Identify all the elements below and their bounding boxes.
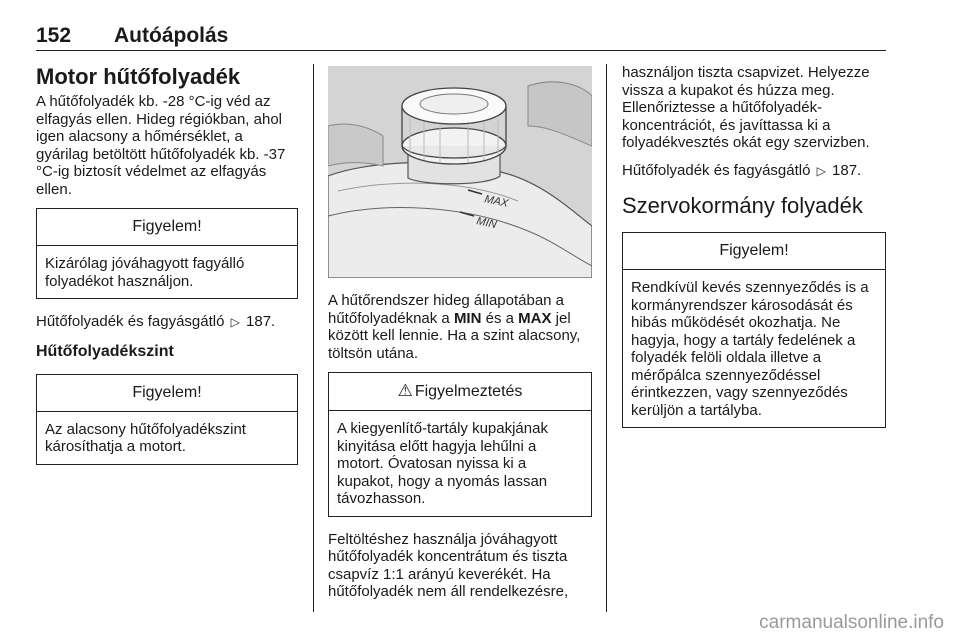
- min-keyword: MIN: [453, 309, 482, 327]
- text-fragment: A hűtőrendszer hideg állapotában a hűtőfolyadéknak a: [328, 292, 565, 327]
- notice-title: Figyelem!: [37, 209, 297, 246]
- warning-box: [328, 372, 592, 517]
- filling-text-continued: használjon tiszta csapvizet. Helyezze vissza a kupakot és húzza meg. Ellenőriztesse a hűtőfolyadék-koncentrációt, és javíttassa ki a folyadékvesztés okát egy szervizben.: [622, 64, 870, 151]
- notice-title: Figyelem!: [623, 233, 885, 270]
- column-divider: [606, 64, 607, 612]
- cross-reference: [36, 313, 298, 332]
- cross-reference-page[interactable]: 187.: [246, 313, 276, 330]
- notice-box: [36, 208, 298, 299]
- max-keyword: MAX: [518, 309, 552, 327]
- coolant-level-text: [328, 292, 592, 362]
- warning-body: A kiegyenlítő-tartály kupakjának kinyitása előtt hagyja lehűlni a motort. Óvatosan nyissa ki a kupakot, hogy a nyomás lassan távozhasson.: [337, 420, 548, 507]
- column-divider: [313, 64, 314, 612]
- page-reference-icon: ▷: [816, 163, 826, 178]
- cross-reference-text: Hűtőfolyadék és fagyásgátló: [622, 161, 811, 179]
- cross-reference-page[interactable]: 187.: [832, 161, 862, 179]
- watermark: carmanualsonline.info: [759, 612, 944, 633]
- notice-body: Az alacsony hűtőfolyadékszint károsíthatja a motort.: [45, 420, 246, 455]
- page-number: 152: [36, 24, 72, 47]
- page-reference-icon: ▷: [230, 315, 240, 329]
- warning-title: Figyelmeztetés: [414, 383, 523, 400]
- chapter-title: Autóápolás: [114, 24, 229, 47]
- notice-box: [36, 374, 298, 465]
- notice-title: Figyelem!: [37, 375, 297, 412]
- notice-body: Rendkívül kevés szennyeződés is a kormányrendszer károsodását és hibás működését okozhatja. Ne hagyja, hogy a tartály fedelének a folyadék felöli oldala illetve a mérőpálca szennyeződéssel érintkezzen, vagy szennyeződés kerüljön a tartályba.: [631, 279, 869, 419]
- cross-reference-text: Hűtőfolyadék és fagyásgátló: [36, 313, 225, 330]
- notice-body: Kizárólag jóváhagyott fagyálló folyadékot használjon.: [45, 255, 245, 290]
- warning-header: [329, 373, 591, 411]
- max-level-mark: MAX: [483, 193, 510, 210]
- min-level-mark: MIN: [475, 215, 498, 232]
- warning-triangle-icon: ⚠: [397, 381, 413, 400]
- section-heading-power-steering: Szervokormány folyadék: [622, 193, 863, 218]
- section-heading-coolant: Motor hűtőfolyadék: [36, 64, 241, 89]
- page-header: [36, 24, 886, 51]
- text-fragment: és a: [485, 309, 514, 327]
- text-fragment: jel között kell lennie. Ha a szint alacsony, töltsön utána.: [328, 309, 581, 362]
- subsection-heading-coolant-level: Hűtőfolyadékszint: [36, 342, 174, 360]
- column-3: [622, 64, 886, 442]
- filling-text: Feltöltéshez használja jóváhagyott hűtőfolyadék koncentrátum és tiszta csapvíz 1:1 arányú keverékét. Ha hűtőfolyadék nem áll rendelkezésre,: [328, 530, 569, 600]
- column-2: [328, 66, 592, 611]
- notice-box: [622, 232, 886, 428]
- coolant-reservoir-illustration: [328, 66, 592, 278]
- column-1: [36, 64, 298, 479]
- coolant-reservoir-figure: [328, 66, 592, 278]
- cross-reference: [622, 162, 886, 181]
- coolant-intro-text: A hűtőfolyadék kb. -28 °C-ig véd az elfagyás ellen. Hideg régiókban, ahol igen alacsony a hőmérséklet, a gyárilag betöltött hűtőfolyadék kb. -37 °C-ig biztosít védelmet az elfagyás ellen.: [36, 93, 286, 198]
